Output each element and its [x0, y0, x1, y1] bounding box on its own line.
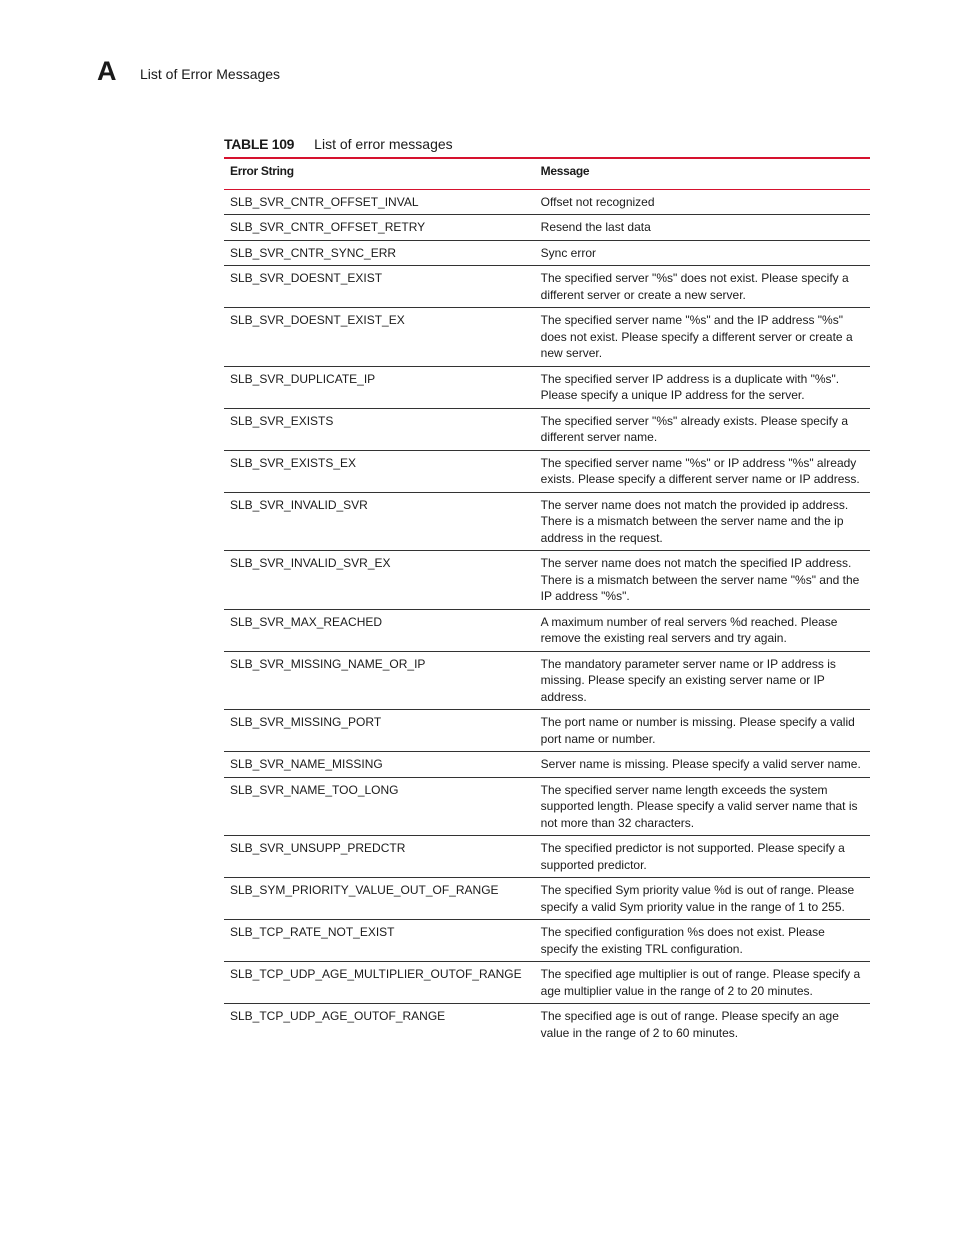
table-row	[224, 551, 870, 610]
table-row	[224, 492, 870, 551]
message-cell: The specified predictor is not supported. Please specify a supported predictor.	[540, 841, 845, 872]
table-row	[224, 408, 870, 450]
message-cell: The specified server "%s" does not exist. Please specify a different server or create a new server.	[540, 271, 849, 302]
table-row	[224, 1004, 870, 1046]
error-string-cell: SLB_TCP_RATE_NOT_EXIST	[230, 925, 395, 939]
table-row	[224, 710, 870, 752]
message-cell: Resend the last data	[540, 220, 651, 234]
table-caption-label: TABLE 109	[224, 136, 295, 152]
error-string-cell: SLB_SVR_INVALID_SVR_EX	[230, 556, 391, 570]
error-string-cell: SLB_SVR_DOESNT_EXIST_EX	[230, 313, 405, 327]
error-string-cell: SLB_SVR_NAME_TOO_LONG	[230, 782, 399, 797]
column-header-error-string: Error String	[230, 164, 294, 178]
message-cell: The specified configuration %s does not exist. Please specify the existing TRL configuration.	[540, 925, 825, 956]
message-cell: The port name or number is missing. Please specify a valid port name or number.	[540, 715, 855, 746]
column-header-message: Message	[540, 164, 590, 178]
message-cell: The specified age multiplier is out of range. Please specify a age multiplier value in the range of 2 to 20 minutes.	[540, 967, 861, 998]
message-cell: The mandatory parameter server name or IP address is missing. Please specify an existing server name or IP address.	[540, 656, 836, 704]
message-cell: The specified age is out of range. Please specify an age value in the range of 2 to 60 minutes.	[540, 1009, 839, 1040]
table-row	[224, 752, 870, 778]
error-string-cell: SLB_SVR_UNSUPP_PREDCTR	[230, 841, 406, 855]
error-string-cell: SLB_SYM_PRIORITY_VALUE_OUT_OF_RANGE	[230, 883, 499, 897]
error-string-cell: SLB_SVR_INVALID_SVR	[230, 497, 368, 512]
table-row	[224, 920, 870, 962]
table-row	[224, 777, 870, 836]
chapter-letter: A	[97, 56, 117, 86]
table-row	[224, 366, 870, 408]
error-string-cell: SLB_SVR_EXISTS	[230, 413, 334, 428]
table-row	[224, 651, 870, 710]
message-cell: Server name is missing. Please specify a valid server name.	[540, 757, 861, 771]
message-cell: The server name does not match the provided ip address. There is a mismatch between the server name and the ip address in the request.	[540, 497, 849, 545]
chapter-title: List of Error Messages	[140, 66, 281, 82]
table-header-row	[224, 158, 870, 189]
error-string-cell: SLB_SVR_NAME_MISSING	[230, 757, 383, 771]
error-string-cell: SLB_SVR_MAX_REACHED	[230, 614, 383, 629]
table-row	[224, 836, 870, 878]
table-row	[224, 266, 870, 308]
error-messages-table	[224, 157, 870, 1045]
table-row	[224, 609, 870, 651]
error-string-cell: SLB_SVR_EXISTS_EX	[230, 455, 357, 470]
error-string-cell: SLB_SVR_CNTR_SYNC_ERR	[230, 245, 397, 260]
table-row	[224, 215, 870, 241]
message-cell: The specified server name "%s" or IP address "%s" already exists. Please specify a different server name or IP address.	[540, 455, 860, 486]
table-row	[224, 878, 870, 920]
table-row	[224, 450, 870, 492]
error-string-cell: SLB_TCP_UDP_AGE_MULTIPLIER_OUTOF_RANGE	[230, 967, 522, 981]
message-cell: A maximum number of real servers %d reached. Please remove the existing real servers and try again.	[540, 614, 838, 645]
message-cell: The specified Sym priority value %d is out of range. Please specify a valid Sym priority value in the range of 1 to 255.	[540, 883, 855, 914]
message-cell: The specified server "%s" already exists. Please specify a different server name.	[540, 413, 848, 444]
table-row	[224, 962, 870, 1004]
error-string-cell: SLB_SVR_DUPLICATE_IP	[230, 371, 376, 386]
error-string-cell: SLB_SVR_MISSING_NAME_OR_IP	[230, 656, 426, 671]
message-cell: Offset not recognized	[540, 194, 655, 209]
error-string-cell: SLB_SVR_DOESNT_EXIST	[230, 271, 383, 285]
table-caption	[224, 135, 453, 153]
table-body	[224, 189, 870, 1045]
error-string-cell: SLB_SVR_MISSING_PORT	[230, 715, 382, 729]
message-cell: Sync error	[540, 245, 597, 260]
table-row	[224, 240, 870, 266]
table-row	[224, 189, 870, 215]
message-cell: The specified server name "%s" and the IP address "%s" does not exist. Please specify a different server or create a new server.	[540, 313, 853, 360]
table-row	[224, 308, 870, 367]
error-string-cell: SLB_SVR_CNTR_OFFSET_INVAL	[230, 194, 419, 209]
message-cell: The server name does not match the specified IP address. There is a mismatch between the server name "%s" and the IP address "%s".	[540, 556, 860, 603]
error-string-cell: SLB_SVR_CNTR_OFFSET_RETRY	[230, 220, 426, 234]
error-string-cell: SLB_TCP_UDP_AGE_OUTOF_RANGE	[230, 1009, 446, 1023]
message-cell: The specified server name length exceeds the system supported length. Please specify a valid server name that is not more than 32 characters.	[540, 782, 858, 830]
table-caption-text: List of error messages	[314, 136, 453, 152]
message-cell: The specified server IP address is a duplicate with "%s". Please specify a unique IP address for the server.	[540, 371, 840, 402]
